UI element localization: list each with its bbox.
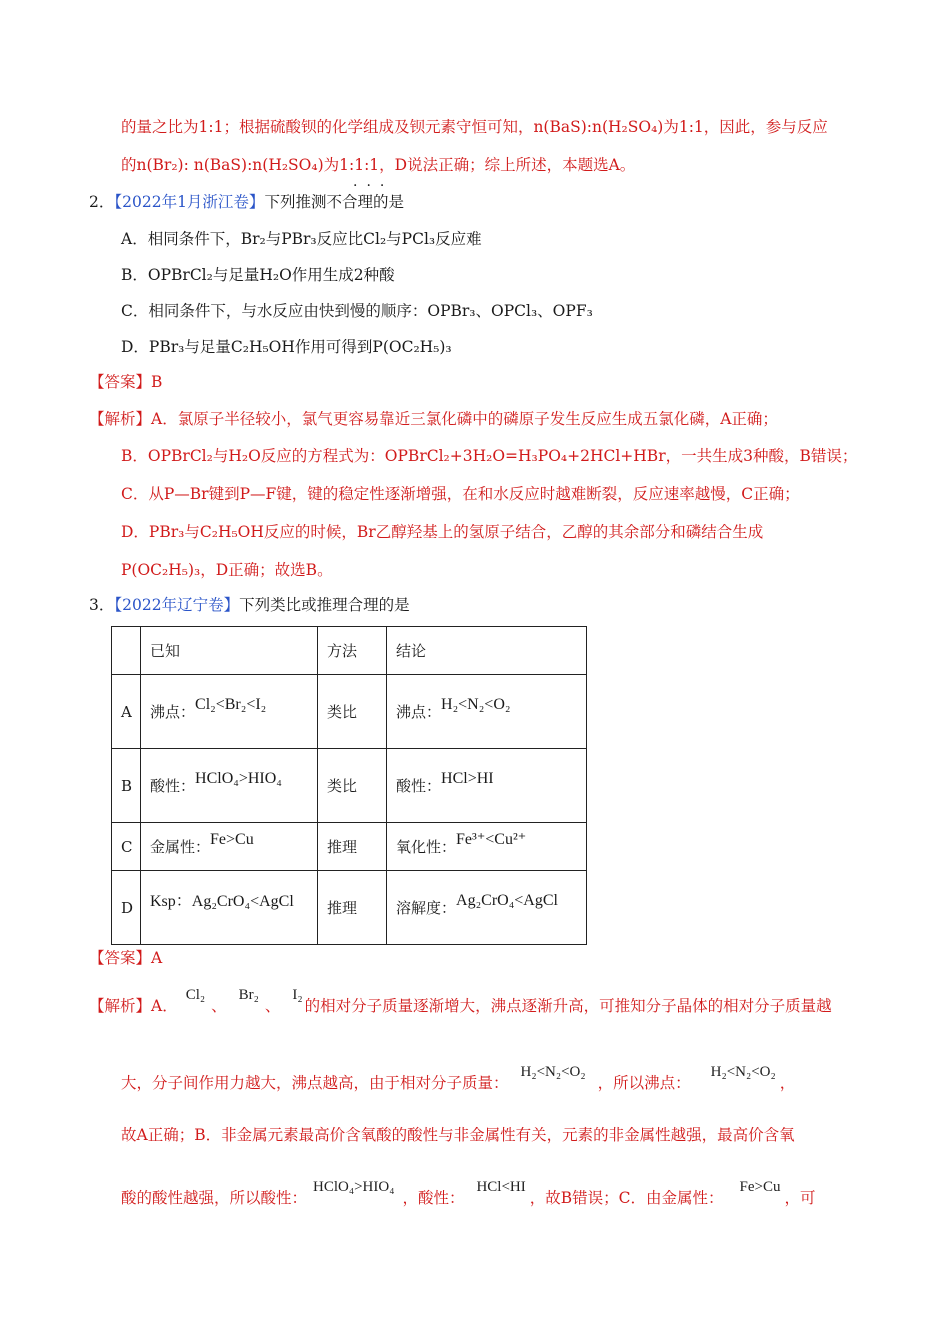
question-2-option-c: C．相同条件下，与水反应由快到慢的顺序：OPBr₃、OPCl₃、OPF₃ xyxy=(121,302,593,320)
table-cell-known xyxy=(141,749,318,823)
question-2-analysis-a: A．氯原子半径较小，氯气更容易靠近三氯化磷中的磷原子发生反应生成五氯化磷，A正确； xyxy=(151,410,778,428)
table-header-row xyxy=(112,627,587,675)
table-cell-known xyxy=(141,823,318,871)
question-3-stem-text: 下列类比或推理合理的是 xyxy=(239,596,410,614)
analysis-text: A． xyxy=(151,997,178,1015)
table-cell-method: 类比 xyxy=(318,675,387,749)
analysis-separator: 、 xyxy=(264,997,281,1015)
analysis-text: 大，分子间作用力越大，沸点越高，由于相对分子质量： xyxy=(121,1074,509,1092)
conclusion-formula: Ag₂CrO₄<AgCl xyxy=(456,892,558,909)
table-row-label: A xyxy=(112,675,141,749)
table-row-label: C xyxy=(112,823,141,871)
table-cell-method: 推理 xyxy=(318,871,387,945)
conclusion-prefix: 溶解度： xyxy=(396,899,457,917)
table-row xyxy=(112,823,587,871)
formula-h2-n2-o2: H₂<N₂<O₂ xyxy=(710,1064,776,1080)
question-2-stem-emphasis: 不合理 xyxy=(326,193,373,211)
table-cell-conclusion xyxy=(387,749,587,823)
comparison-table xyxy=(111,626,587,945)
table-row-label: B xyxy=(112,749,141,823)
question-3-analysis-line-2 xyxy=(121,1064,796,1094)
question-2-source: 【2022年1月浙江卷】 xyxy=(114,193,265,211)
table-cell-known xyxy=(141,871,318,945)
table-cell-method: 推理 xyxy=(318,823,387,871)
analysis-text: ，酸性： xyxy=(402,1189,465,1207)
question-2-option-b: B．OPBrCl₂与足量H₂O作用生成2种酸 xyxy=(121,266,395,284)
table-cell-conclusion xyxy=(387,871,587,945)
question-2-analysis-line-4: D．PBr₃与C₂H₅OH反应的时候，Br乙醇羟基上的氢原子结合，乙醇的其余部分和磷结合生成 xyxy=(121,523,764,541)
analysis-separator: 、 xyxy=(211,997,227,1015)
analysis-text: ， xyxy=(779,1074,796,1092)
conclusion-prefix: 氧化性： xyxy=(396,838,457,856)
question-2-answer: 【答案】B xyxy=(89,373,163,391)
formula-cl2: Cl₂ xyxy=(185,987,206,1003)
formula-hcl-hi: HCl<HI xyxy=(476,1179,526,1195)
question-2-option-d: D．PBr₃与足量C₂H₅OH作用可得到P(OC₂H₅)₃ xyxy=(121,338,452,356)
known-prefix: 金属性： xyxy=(150,838,211,856)
question-3-stem xyxy=(89,595,410,615)
known-formula: Cl₂<Br₂<I₂ xyxy=(195,696,267,713)
known-prefix: 沸点： xyxy=(150,703,196,721)
analysis-text: ，所以沸点： xyxy=(597,1074,691,1092)
table-header-cell: 已知 xyxy=(141,627,318,675)
question-3-analysis-line-4 xyxy=(121,1179,816,1209)
question-2-stem-before: 下列推测 xyxy=(264,193,327,211)
emphasis-dots: ··· xyxy=(353,178,394,194)
question-2-stem xyxy=(89,192,404,212)
table-header-cell: 方法 xyxy=(318,627,387,675)
question-2-analysis-line-3: C．从P—Br键到P—F键，键的稳定性逐渐增强，在和水反应时越难断裂，反应速率越慢，C正确； xyxy=(121,485,800,503)
table-cell-conclusion xyxy=(387,675,587,749)
conclusion-formula: H₂<N₂<O₂ xyxy=(441,696,511,713)
table-cell-known xyxy=(141,675,318,749)
table-cell-method: 类比 xyxy=(318,749,387,823)
formula-br2: Br₂ xyxy=(238,987,259,1003)
formula-i2: I₂ xyxy=(292,987,303,1003)
known-formula: Fe>Cu xyxy=(210,831,254,848)
analysis-text: 的相对分子质量逐渐增大，沸点逐渐升高，可推知分子晶体的相对分子质量越 xyxy=(304,997,832,1015)
question-3-analysis-line-1 xyxy=(89,987,832,1017)
intro-line-2: 的n(Br₂): n(BaS):n(H₂SO₄)为1:1:1，D说法正确；综上所述，本题选A。 xyxy=(121,156,636,174)
formula-h2-n2-o2: H₂<N₂<O₂ xyxy=(520,1064,586,1080)
question-2-analysis-line-5: P(OC₂H₅)₃，D正确；故选B。 xyxy=(121,561,333,579)
conclusion-prefix: 酸性： xyxy=(396,777,442,795)
table-header-cell: 结论 xyxy=(387,627,587,675)
question-3-answer: 【答案】A xyxy=(89,949,163,967)
question-3-analysis-head: 【解析】 xyxy=(89,997,152,1015)
known-prefix: 酸性： xyxy=(150,777,196,795)
question-3-number: 3． xyxy=(89,596,115,614)
conclusion-formula: Fe³⁺<Cu²⁺ xyxy=(456,831,527,848)
analysis-text: ，故B错误；C．由金属性： xyxy=(529,1189,724,1207)
known-formula: HClO₄>HIO₄ xyxy=(195,770,282,787)
question-2-stem-after: 的是 xyxy=(372,193,404,211)
table-row xyxy=(112,675,587,749)
known-prefix: Ksp： xyxy=(150,893,192,910)
formula-hclo4-hio4: HClO₄>HIO₄ xyxy=(313,1179,395,1195)
analysis-text: 酸的酸性越强，所以酸性： xyxy=(121,1189,308,1207)
conclusion-prefix: 沸点： xyxy=(396,703,442,721)
analysis-text: ，可 xyxy=(784,1189,816,1207)
table-row xyxy=(112,871,587,945)
question-2-analysis-line-2: B．OPBrCl₂与H₂O反应的方程式为：OPBrCl₂+3H₂O=H₃PO₄+2HCl+HBr，一共生成3种酸，B错误； xyxy=(121,447,858,465)
question-3-analysis-line-3: 故A正确；B．非金属元素最高价含氧酸的酸性与非金属性有关，元素的非金属性越强，最高价含氧 xyxy=(121,1126,795,1144)
conclusion-formula: HCl>HI xyxy=(441,770,494,787)
formula-fe-cu: Fe>Cu xyxy=(739,1179,781,1195)
question-2-analysis-line-1 xyxy=(89,409,778,429)
table-cell-conclusion xyxy=(387,823,587,871)
known-formula: Ag₂CrO₄<AgCl xyxy=(191,893,294,910)
table-header-cell xyxy=(112,627,141,675)
table-row xyxy=(112,749,587,823)
question-3-source: 【2022年辽宁卷】 xyxy=(114,596,240,614)
question-2-option-a: A．相同条件下，Br₂与PBr₃反应比Cl₂与PCl₃反应难 xyxy=(121,230,482,248)
table-row-label: D xyxy=(112,871,141,945)
question-2-analysis-head: 【解析】 xyxy=(89,410,152,428)
question-2-number: 2． xyxy=(89,193,115,211)
intro-line-1: 的量之比为1:1；根据硫酸钡的化学组成及钡元素守恒可知，n(BaS):n(H₂SO₄)为1:1，因此，参与反应 xyxy=(121,118,828,136)
